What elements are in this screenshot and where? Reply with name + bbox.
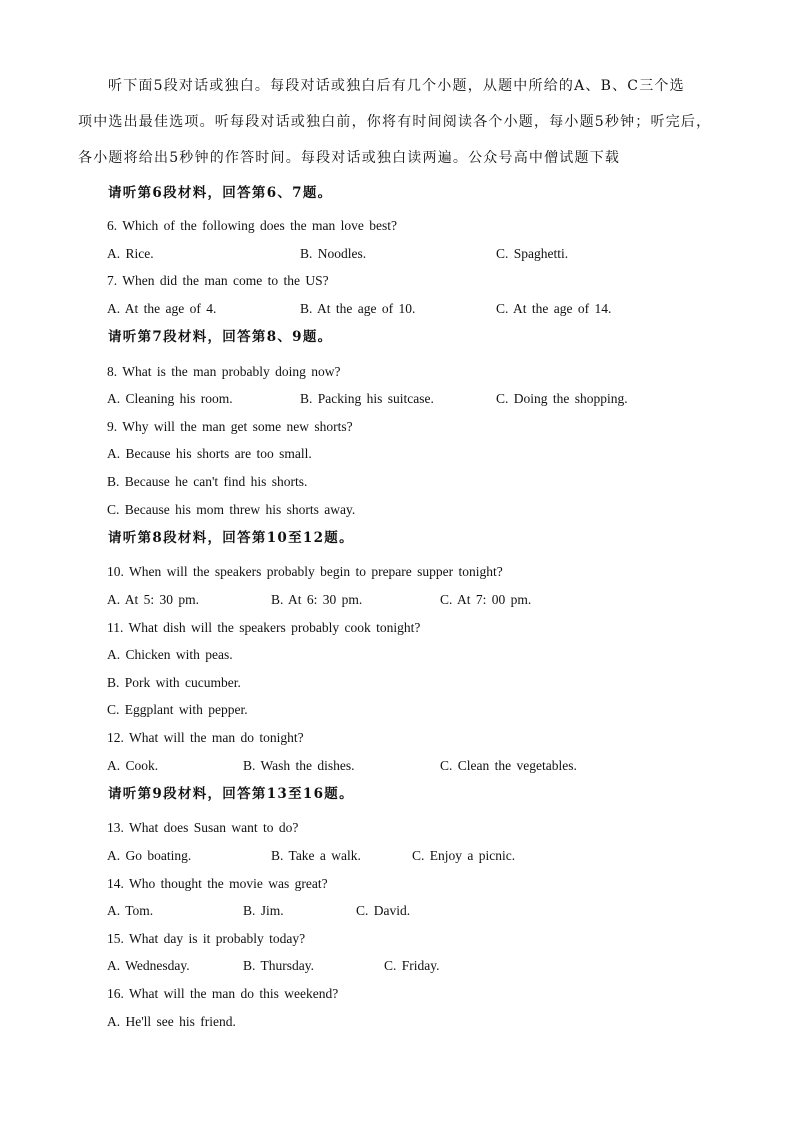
question-15-option-c: C. Friday. xyxy=(384,958,440,973)
section-heading-6: 请听第6段材料，回答第6、7题。 xyxy=(108,185,333,201)
question-15-option-a: A. Wednesday. xyxy=(107,958,190,973)
question-15-option-b: B. Thursday. xyxy=(243,958,314,973)
section-heading-7: 请听第7段材料，回答第8、9题。 xyxy=(108,329,333,345)
instructions-line-3: 各小题将给出5秒钟的作答时间。每段对话或独白读两遍。公众号高中僧试题下载 xyxy=(78,150,621,166)
question-7-option-a: A. At the age of 4. xyxy=(107,301,217,316)
question-16-stem: 16. What will the man do this weekend? xyxy=(107,986,339,1001)
section-heading-8: 请听第8段材料，回答第10至12题。 xyxy=(108,530,354,546)
question-6-option-c: C. Spaghetti. xyxy=(496,246,569,261)
question-13-option-a: A. Go boating. xyxy=(107,848,192,863)
question-8-option-b: B. Packing his suitcase. xyxy=(300,391,434,406)
question-11-option-a: A. Chicken with peas. xyxy=(107,647,233,662)
question-11-option-c: C. Eggplant with pepper. xyxy=(107,702,248,717)
question-8-option-a: A. Cleaning his room. xyxy=(107,391,233,406)
question-7-option-b: B. At the age of 10. xyxy=(300,301,416,316)
question-12-option-c: C. Clean the vegetables. xyxy=(440,758,577,773)
question-8-option-c: C. Doing the shopping. xyxy=(496,391,628,406)
question-9-option-b: B. Because he can't find his shorts. xyxy=(107,474,308,489)
instructions-line-1: 听下面5段对话或独白。每段对话或独白后有几个小题，从题中所给的A、B、C三个选 xyxy=(108,78,685,94)
question-9-option-a: A. Because his shorts are too small. xyxy=(107,446,312,461)
question-14-option-a: A. Tom. xyxy=(107,903,154,918)
question-14-option-b: B. Jim. xyxy=(243,903,284,918)
question-13-option-b: B. Take a walk. xyxy=(271,848,361,863)
question-9-option-c: C. Because his mom threw his shorts away. xyxy=(107,502,356,517)
question-14-stem: 14. Who thought the movie was great? xyxy=(107,876,328,891)
question-12-option-b: B. Wash the dishes. xyxy=(243,758,355,773)
instructions-line-2: 项中选出最佳选项。听每段对话或独白前，你将有时间阅读各个小题，每小题5秒钟；听完后， xyxy=(78,114,712,130)
question-6-option-a: A. Rice. xyxy=(107,246,154,261)
question-13-option-c: C. Enjoy a picnic. xyxy=(412,848,516,863)
question-8-stem: 8. What is the man probably doing now? xyxy=(107,364,341,379)
question-10-option-a: A. At 5: 30 pm. xyxy=(107,592,200,607)
question-14-option-c: C. David. xyxy=(356,903,411,918)
question-6-option-b: B. Noodles. xyxy=(300,246,367,261)
question-6-stem: 6. Which of the following does the man love best? xyxy=(107,218,397,233)
question-10-option-b: B. At 6: 30 pm. xyxy=(271,592,363,607)
question-10-stem: 10. When will the speakers probably begin to prepare supper tonight? xyxy=(107,564,503,579)
question-12-stem: 12. What will the man do tonight? xyxy=(107,730,304,745)
question-11-stem: 11. What dish will the speakers probably cook tonight? xyxy=(107,620,421,635)
question-7-option-c: C. At the age of 14. xyxy=(496,301,612,316)
question-11-option-b: B. Pork with cucumber. xyxy=(107,675,241,690)
question-12-option-a: A. Cook. xyxy=(107,758,159,773)
question-16-option-a: A. He'll see his friend. xyxy=(107,1014,236,1029)
question-15-stem: 15. What day is it probably today? xyxy=(107,931,306,946)
question-9-stem: 9. Why will the man get some new shorts? xyxy=(107,419,353,434)
question-7-stem: 7. When did the man come to the US? xyxy=(107,273,329,288)
question-13-stem: 13. What does Susan want to do? xyxy=(107,820,299,835)
section-heading-9: 请听第9段材料，回答第13至16题。 xyxy=(108,786,354,802)
listening-instructions xyxy=(78,68,718,176)
question-10-option-c: C. At 7: 00 pm. xyxy=(440,592,532,607)
